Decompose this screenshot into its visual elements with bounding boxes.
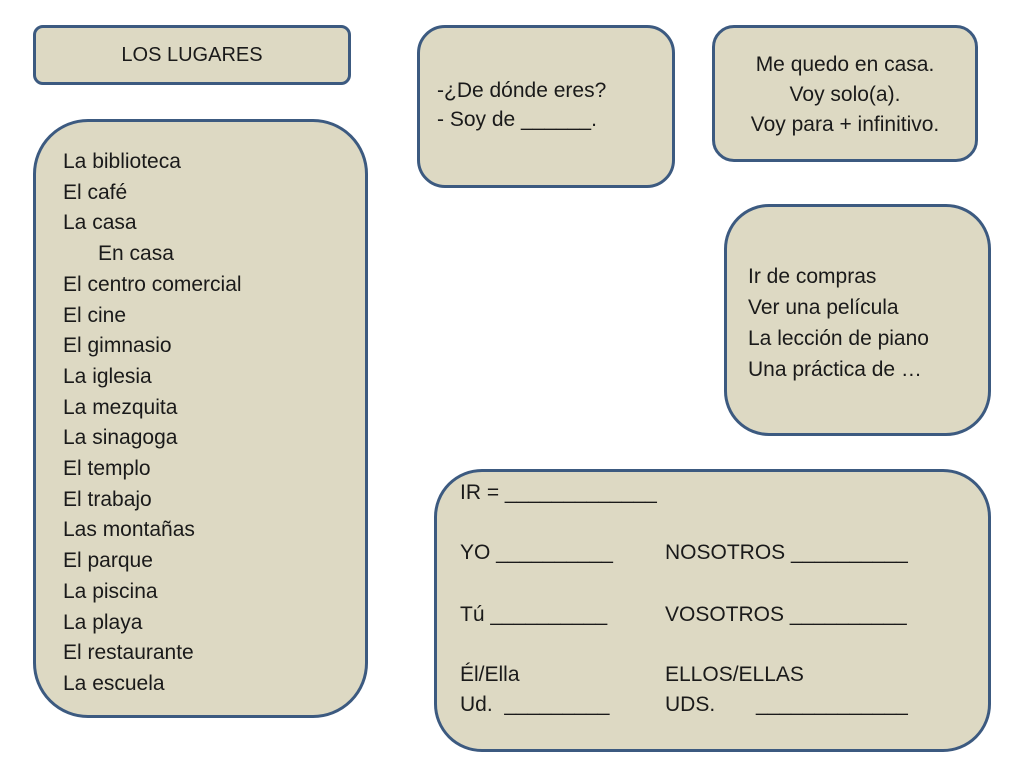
places-list-box	[33, 119, 368, 718]
list-item: La casa	[63, 211, 137, 235]
list-item: La sinagoga	[63, 426, 178, 450]
list-item: El restaurante	[63, 641, 194, 665]
list-item: El gimnasio	[63, 334, 172, 358]
phrase-line: Voy solo(a).	[789, 83, 901, 106]
ud-blank: Ud. _________	[460, 693, 610, 716]
phrase-line: Voy para + infinitivo.	[750, 113, 940, 136]
yo-blank: YO __________	[460, 541, 613, 564]
phrase-line: Me quedo en casa.	[755, 53, 935, 76]
answer-line: - Soy de ______.	[437, 108, 597, 131]
vosotros-blank: VOSOTROS __________	[665, 603, 907, 626]
ir-conjugation-box	[434, 469, 991, 752]
list-item: El centro comercial	[63, 272, 242, 296]
el-ella-label: Él/Ella	[460, 663, 520, 686]
list-item: Las montañas	[63, 518, 195, 542]
activities-box	[724, 204, 991, 436]
list-item: La mezquita	[63, 395, 178, 419]
question-line: -¿De dónde eres?	[437, 79, 607, 102]
activity-item: Ir de compras	[748, 265, 877, 288]
question-box	[417, 25, 675, 188]
uds-blank: UDS. _____________	[665, 693, 908, 716]
list-item: El templo	[63, 457, 151, 481]
list-item: La biblioteca	[63, 150, 181, 173]
page-title: LOS LUGARES	[121, 44, 263, 66]
list-item: El cine	[63, 303, 127, 327]
tu-blank: Tú __________	[460, 603, 608, 626]
activity-item: La lección de piano	[748, 327, 929, 350]
ir-header: IR = _____________	[460, 481, 657, 504]
activity-item: Ver una película	[748, 296, 899, 319]
list-item: El parque	[63, 549, 153, 573]
phrases-box	[712, 25, 978, 162]
activity-item: Una práctica de …	[748, 358, 922, 381]
title-box	[33, 25, 351, 85]
nosotros-blank: NOSOTROS __________	[665, 541, 908, 564]
list-item: La escuela	[63, 671, 165, 695]
list-item: La piscina	[63, 579, 158, 603]
list-item: La iglesia	[63, 364, 152, 388]
list-item-indented: En casa	[98, 242, 174, 266]
list-item: El trabajo	[63, 487, 152, 511]
list-item: La playa	[63, 610, 143, 634]
list-item: El café	[63, 180, 128, 204]
ellos-ellas-label: ELLOS/ELLAS	[665, 663, 804, 686]
